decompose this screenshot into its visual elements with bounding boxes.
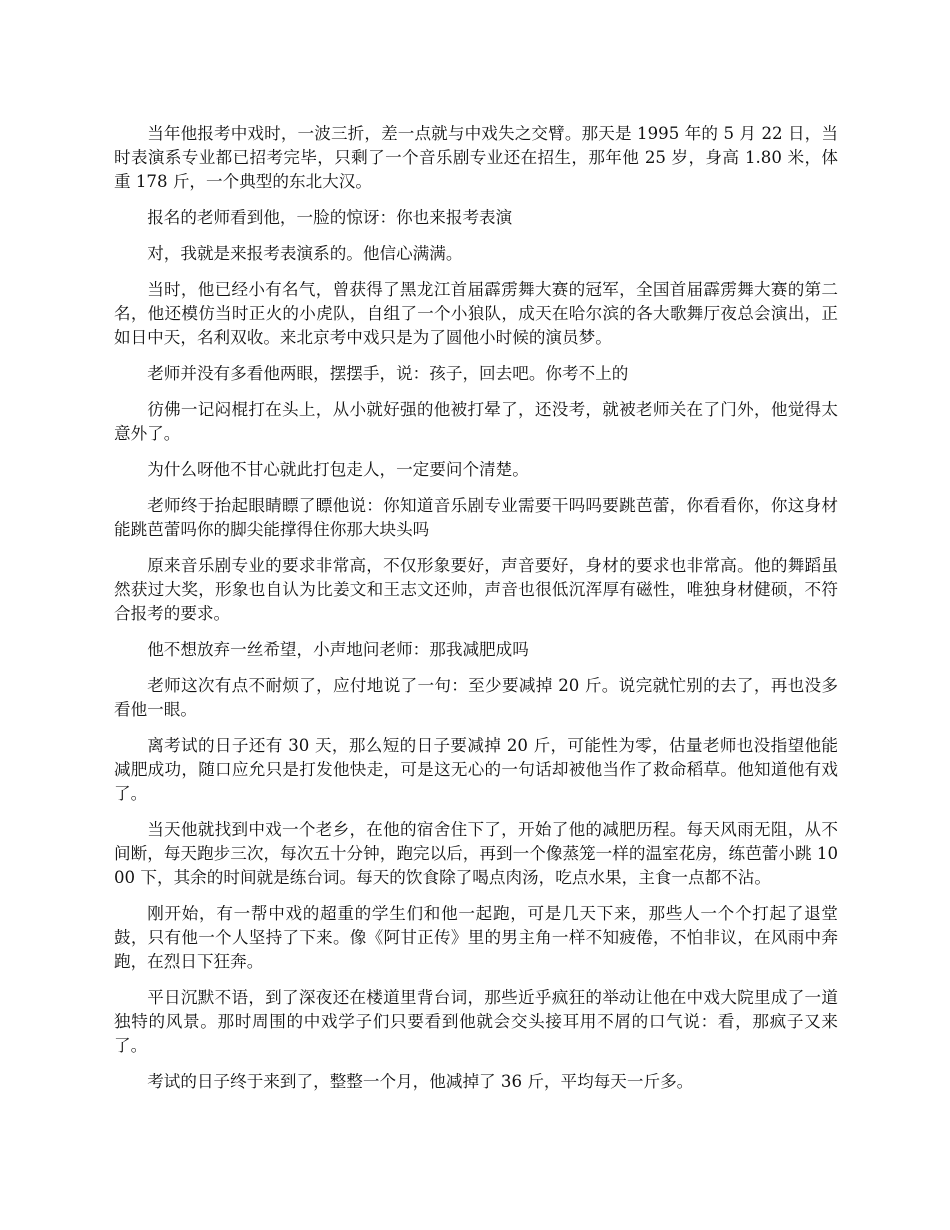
paragraph: 原来音乐剧专业的要求非常高，不仅形象要好，声音要好，身材的要求也非常高。他的舞蹈虽然获过大奖，形象也自认为比姜文和王志文还帅，声音也很低沉浑厚有磁性，唯独身材健硕，不符合报考的要求。: [114, 556, 838, 623]
paragraph: 当天他就找到中戏一个老乡，在他的宿舍住下了，开始了他的减肥历程。每天风雨无阻，从不间断，每天跑步三次，每次五十分钟，跑完以后，再到一个像蒸笼一样的温室花房，练芭蕾小跳 1000 下，其余的时间就是练台词。每天的饮食除了喝点肉汤，吃点水果，主食一点都不沾。: [114, 820, 838, 887]
paragraph: 为什么呀他不甘心就此打包走人，一定要问个清楚。: [147, 460, 529, 479]
paragraph: 老师并没有多看他两眼，摆摆手，说：孩子，回去吧。你考不上的: [147, 364, 629, 383]
paragraph: 他不想放弃一丝希望，小声地问老师：那我减肥成吗: [147, 640, 529, 659]
paragraph: 离考试的日子还有 30 天，那么短的日子要减掉 20 斤，可能性为零，估量老师也没指望他能减肥成功，随口应允只是打发他快走，可是这无心的一句话却被他当作了救命稻草。他知道他有戏了。: [114, 736, 838, 803]
paragraph: 当年他报考中戏时，一波三折，差一点就与中戏失之交臂。那天是 1995 年的 5 月 22 日，当时表演系专业都已招考完毕，只剩了一个音乐剧专业还在招生，那年他 25 岁，身高 1.80 米，体重 178 斤，一个典型的东北大汉。: [114, 124, 838, 191]
paragraph: 对，我就是来报考表演系的。他信心满满。: [147, 244, 463, 263]
document-body: [114, 122, 838, 1106]
paragraph: 老师终于抬起眼睛瞟了瞟他说：你知道音乐剧专业需要干吗吗要跳芭蕾，你看看你，你这身材能跳芭蕾吗你的脚尖能撑得住你那大块头吗: [114, 496, 838, 539]
paragraph: 彷佛一记闷棍打在头上，从小就好强的他被打晕了，还没考，就被老师关在了门外，他觉得太意外了。: [114, 400, 838, 443]
paragraph: 报名的老师看到他，一脸的惊讶：你也来报考表演: [147, 208, 513, 227]
paragraph: 考试的日子终于来到了，整整一个月，他减掉了 36 斤，平均每天一斤多。: [147, 1072, 694, 1091]
paragraph: 当时，他已经小有名气，曾获得了黑龙江首届霹雳舞大赛的冠军，全国首届霹雳舞大赛的第二名，他还模仿当时正火的小虎队，自组了一个小狼队，成天在哈尔滨的各大歌舞厅夜总会演出，正如日中天，名利双收。来北京考中戏只是为了圆他小时候的演员梦。: [114, 280, 838, 347]
paragraph: 老师这次有点不耐烦了，应付地说了一句：至少要减掉 20 斤。说完就忙别的去了，再也没多看他一眼。: [114, 676, 838, 719]
paragraph: 刚开始，有一帮中戏的超重的学生们和他一起跑，可是几天下来，那些人一个个打起了退堂鼓，只有他一个人坚持了下来。像《阿甘正传》里的男主角一样不知疲倦，不怕非议，在风雨中奔跑，在烈日下狂奔。: [114, 904, 838, 971]
paragraph: 平日沉默不语，到了深夜还在楼道里背台词，那些近乎疯狂的举动让他在中戏大院里成了一道独特的风景。那时周围的中戏学子们只要看到他就会交头接耳用不屑的口气说：看，那疯子又来了。: [114, 988, 838, 1055]
